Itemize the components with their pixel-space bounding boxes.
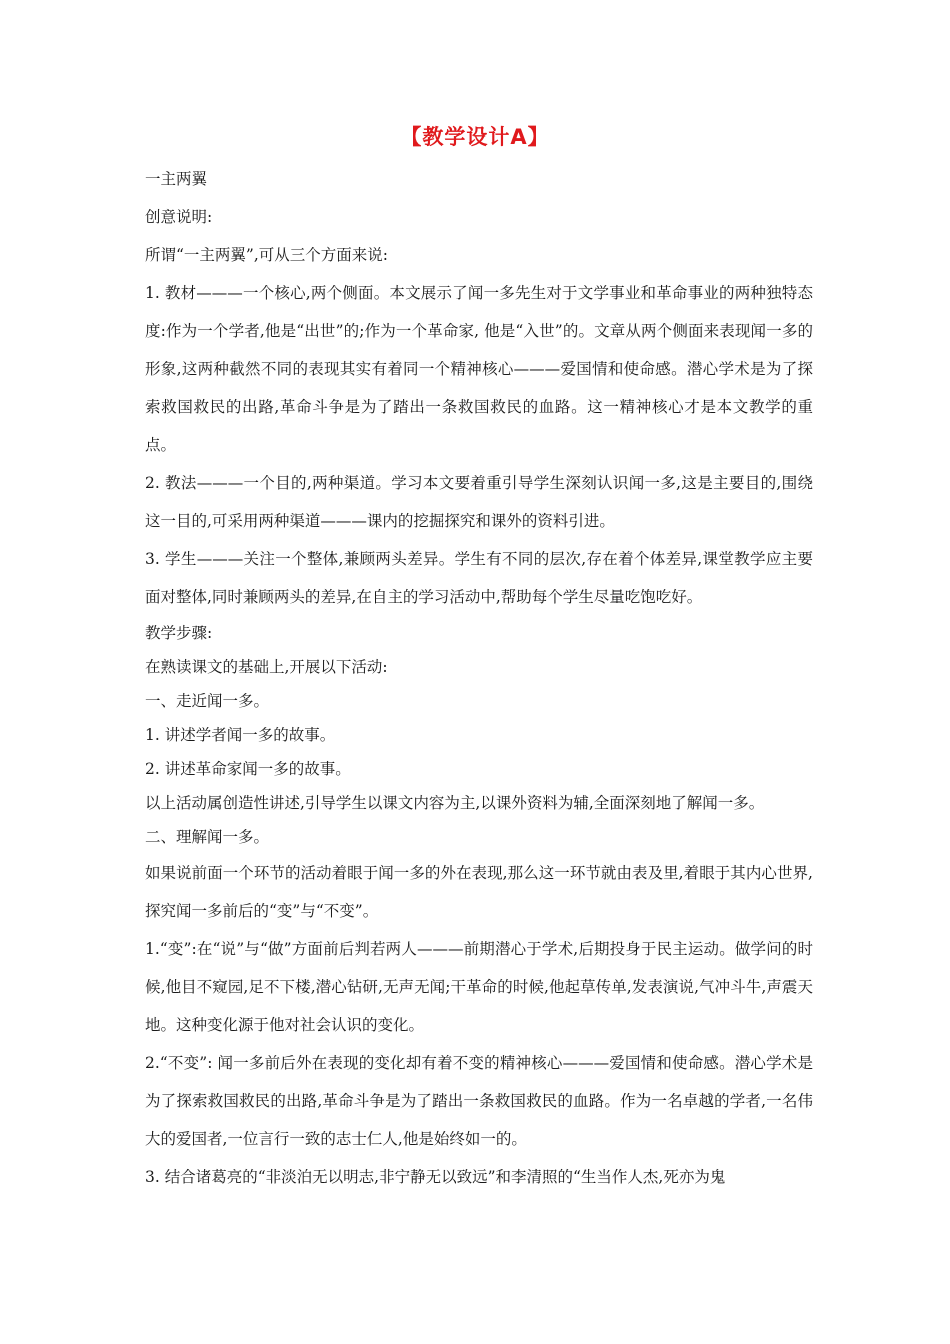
paragraph: 一、走近闻一多。 xyxy=(145,692,270,710)
paragraph: 2. 教法———一个目的,两种渠道。学习本文要着重引导学生深刻认识闻一多,这是主要目的,围绕这一目的,可采用两种渠道———课内的挖掘探究和课外的资料引进。 xyxy=(145,474,813,530)
paragraph: 教学步骤: xyxy=(145,624,213,642)
paragraph: 所谓“一主两翼”,可从三个方面来说: xyxy=(145,246,388,264)
paragraph: 在熟读课文的基础上,开展以下活动: xyxy=(145,658,388,676)
paragraph: 以上活动属创造性讲述,引导学生以课文内容为主,以课外资料为辅,全面深刻地了解闻一多。 xyxy=(145,794,765,812)
document-title: 【教学设计A】 xyxy=(400,125,550,149)
paragraph: 1. 讲述学者闻一多的故事。 xyxy=(145,726,336,744)
paragraph: 3. 学生———关注一个整体,兼顾两头差异。学生有不同的层次,存在着个体差异,课堂教学应主要面对整体,同时兼顾两头的差异,在自主的学习活动中,帮助每个学生尽量吃饱吃好。 xyxy=(145,550,813,606)
document-body xyxy=(145,160,813,1196)
paragraph: 一主两翼 xyxy=(145,170,208,188)
paragraph: 如果说前面一个环节的活动着眼于闻一多的外在表现,那么这一环节就由表及里,着眼于其内心世界,探究闻一多前后的“变”与“不变”。 xyxy=(145,864,813,920)
paragraph: 3. 结合诸葛亮的“非淡泊无以明志,非宁静无以致远”和李清照的“生当作人杰,死亦为鬼 xyxy=(145,1168,726,1186)
paragraph: 创意说明: xyxy=(145,208,213,226)
paragraph: 二、理解闻一多。 xyxy=(145,828,270,846)
paragraph: 1. 教材———一个核心,两个侧面。本文展示了闻一多先生对于文学事业和革命事业的两种独特态度:作为一个学者,他是“出世”的;作为一个革命家, 他是“入世”的。文章从两个侧面来表现闻一多的形象,这两种截然不同的表现其实有着同一个精神核心———爱国情和使命感。潜心学术是为了探索救国救民的出路,革命斗争是为了踏出一条救国救民的血路。这一精神核心才是本文教学的重点。 xyxy=(145,284,813,454)
paragraph: 1.“变”:在“说”与“做”方面前后判若两人———前期潜心于学术,后期投身于民主运动。做学问的时候,他目不窥园,足不下楼,潜心钻研,无声无闻;干革命的时候,他起草传单,发表演说,气冲斗牛,声震天地。这种变化源于他对社会认识的变化。 xyxy=(145,940,813,1034)
paragraph: 2. 讲述革命家闻一多的故事。 xyxy=(145,760,351,778)
paragraph: 2.“不变”: 闻一多前后外在表现的变化却有着不变的精神核心———爱国情和使命感。潜心学术是为了探索救国救民的出路,革命斗争是为了踏出一条救国救民的血路。作为一名卓越的学者,一名伟大的爱国者,一位言行一致的志士仁人,他是始终如一的。 xyxy=(145,1054,813,1148)
